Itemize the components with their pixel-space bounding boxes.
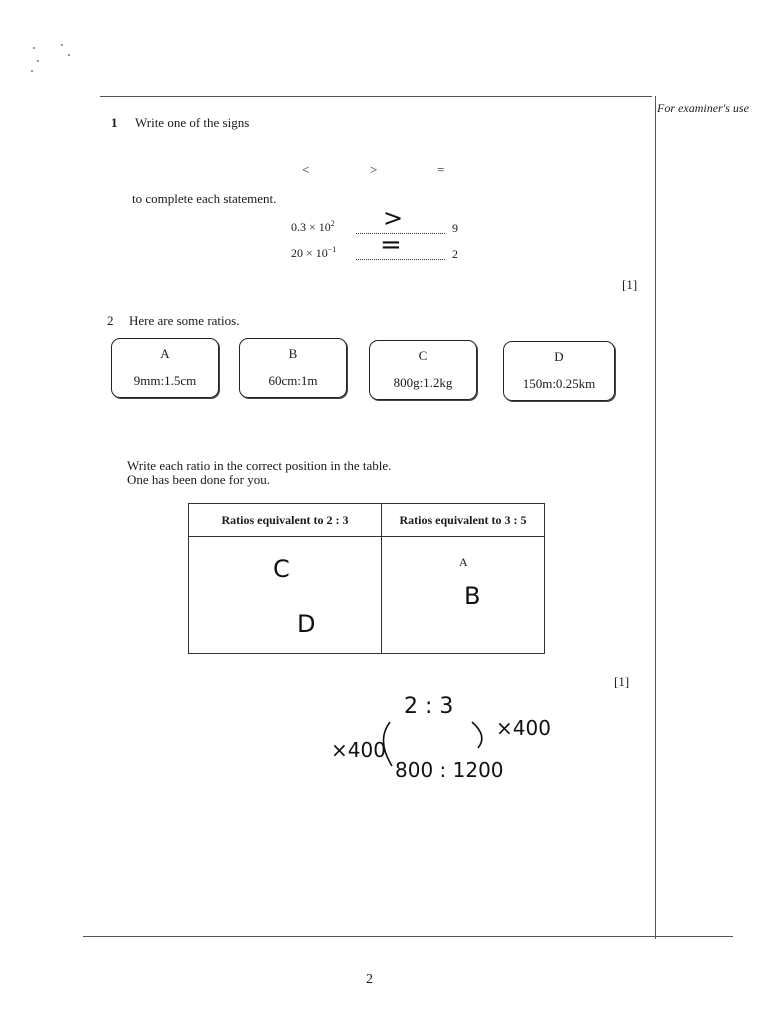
ratio-card-letter: B	[288, 346, 298, 361]
question-2-instruction-line-2: One has been done for you.	[127, 472, 270, 487]
statement-1-left	[291, 219, 335, 235]
ratio-card-letter: C	[418, 348, 428, 363]
sign-less-than: <	[302, 162, 310, 177]
question-1-number: 1	[111, 115, 118, 130]
ratio-card-d	[503, 341, 615, 401]
ratio-answer-table	[188, 503, 545, 654]
bottom-rule	[83, 936, 733, 937]
ratio-card-c	[369, 340, 477, 400]
examiner-column-rule	[655, 96, 656, 939]
working-right-multiplier: ×400	[496, 716, 551, 740]
ratio-card-letter: D	[554, 349, 564, 364]
question-1-marks: [1]	[622, 277, 638, 292]
question-2-instruction-line-1: Write each ratio in the correct position in the table.	[127, 458, 392, 473]
statement-2-base: 20 × 10	[291, 246, 328, 260]
scan-speck	[31, 70, 33, 72]
statement-2-exponent: −1	[327, 245, 337, 254]
working-ratio-top: 2 : 3	[404, 694, 454, 719]
ratio-card-value: 60cm:1m	[268, 373, 318, 388]
ratio-card-a	[111, 338, 219, 398]
working-ratio-bottom: 800 : 1200	[395, 758, 504, 782]
statement-2-answer: =	[380, 230, 402, 260]
handwritten-answer-b: B	[464, 582, 481, 610]
page-number: 2	[366, 972, 373, 987]
ratio-card-value: 9mm:1.5cm	[133, 373, 197, 388]
table-header-3-5: Ratios equivalent to 3 : 5	[382, 504, 545, 537]
examiner-use-label: For examiner's use	[657, 101, 749, 115]
question-2-prompt: Here are some ratios.	[129, 313, 240, 328]
right-arc	[472, 722, 482, 748]
statement-1-right: 9	[452, 221, 458, 235]
left-arc	[383, 722, 392, 766]
ratio-card-value: 800g:1.2kg	[393, 375, 453, 390]
statement-2-left	[291, 245, 336, 261]
question-2-number: 2	[107, 313, 114, 328]
top-rule	[100, 96, 652, 97]
working-left-multiplier: ×400	[331, 738, 386, 762]
handwritten-answer-c: C	[273, 555, 290, 583]
question-1-instruction: to complete each statement.	[132, 191, 277, 206]
sign-greater-than: >	[370, 162, 378, 177]
statement-1-exponent: 2	[330, 219, 335, 228]
statement-1-answer: >	[383, 204, 404, 232]
answer-cell-3-5[interactable]	[382, 537, 545, 654]
sign-equals: =	[437, 162, 445, 177]
table-header-2-3: Ratios equivalent to 2 : 3	[189, 504, 382, 537]
answer-cell-2-3[interactable]	[189, 537, 382, 654]
ratio-card-b	[239, 338, 347, 398]
scan-speck	[61, 44, 63, 46]
printed-answer-a: A	[459, 555, 468, 569]
working-arrows	[370, 700, 500, 780]
ratio-card-letter: A	[160, 346, 170, 361]
scan-speck	[37, 60, 39, 62]
scan-speck	[33, 47, 35, 49]
question-2-instruction	[127, 459, 391, 487]
ratio-card-value: 150m:0.25km	[522, 376, 596, 391]
handwritten-answer-d: D	[297, 610, 316, 638]
scan-speck	[68, 54, 70, 56]
question-1-prompt: Write one of the signs	[135, 115, 250, 130]
statement-1-base: 0.3 × 10	[291, 220, 331, 234]
question-2-marks: [1]	[614, 674, 630, 689]
statement-2-right: 2	[452, 247, 458, 261]
